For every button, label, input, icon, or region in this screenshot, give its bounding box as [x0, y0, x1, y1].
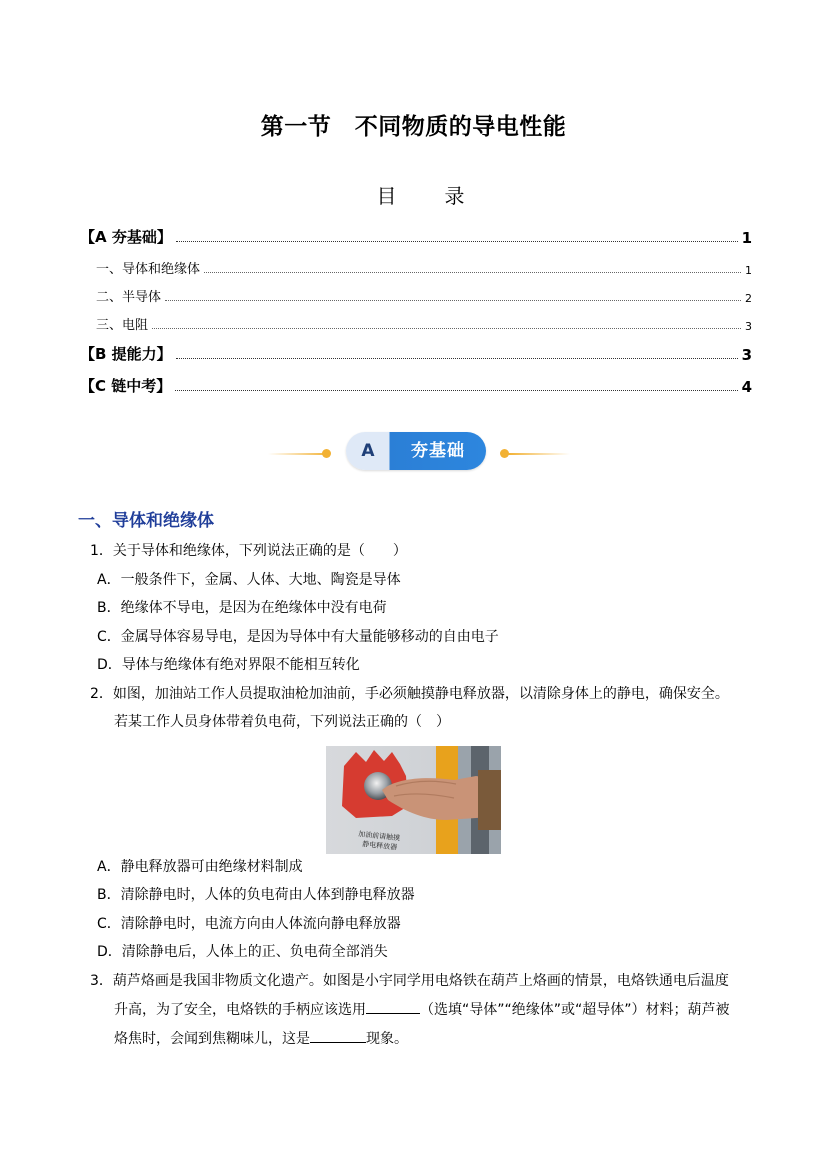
answer-blank-1[interactable]	[366, 999, 420, 1014]
toc-leader	[204, 271, 741, 273]
toc-page: 3	[741, 346, 752, 364]
static-discharger-photo	[326, 746, 501, 854]
banner-line-right	[508, 453, 570, 455]
question-3-line2-part1: 升高，为了安全，电烙铁的手柄应该选用	[114, 1002, 366, 1018]
toc-leader	[176, 357, 738, 359]
toc-label: 【A 夯基础】	[80, 228, 172, 246]
toc-leader	[152, 327, 741, 329]
toc-label: 三、电阻	[96, 318, 149, 333]
question-1-option-c: C．金属导体容易导电，是因为导体中有大量能够移动的自由电子	[97, 629, 499, 645]
question-3-line3	[114, 1028, 408, 1049]
banner-line-left	[268, 453, 330, 455]
toc-label: 二、半导体	[96, 290, 162, 305]
photo-sign-line1: 加油前请触摸	[357, 830, 401, 843]
answer-blank-2[interactable]	[310, 1028, 366, 1043]
toc-page: 2	[745, 292, 752, 305]
question-1-option-d: D．导体与绝缘体有绝对界限不能相互转化	[97, 657, 360, 673]
toc-label: 【B 提能力】	[80, 345, 172, 363]
photo-illustration	[326, 746, 501, 854]
question-2-option-a: A．静电释放器可由绝缘材料制成	[97, 859, 303, 875]
toc-page: 1	[745, 264, 752, 277]
photo-sign-line2: 静电释放器	[361, 840, 398, 852]
question-2-stem-line1: 2．如图，加油站工作人员提取油枪加油前，手必须触摸静电释放器，以清除身体上的静电，确保安全。	[90, 686, 729, 702]
toc-title: 目 录	[376, 184, 479, 208]
toc-entry-resistance[interactable]	[96, 314, 752, 333]
toc-page: 4	[741, 378, 752, 396]
toc-entry-conductors[interactable]	[96, 258, 752, 277]
toc-page: 3	[745, 320, 752, 333]
question-3-line3-part2: 现象。	[366, 1031, 408, 1047]
toc-page: 1	[741, 229, 752, 247]
question-3-line2	[114, 999, 730, 1020]
banner-dot-left	[322, 449, 331, 458]
toc-leader	[176, 240, 738, 242]
toc-leader	[175, 389, 737, 391]
toc-entry-a[interactable]	[80, 226, 752, 247]
section-heading: 一、导体和绝缘体	[78, 511, 214, 531]
question-3-line3-part1: 烙焦时，会闻到焦糊味儿，这是	[114, 1031, 310, 1047]
toc-leader	[165, 299, 741, 301]
question-1-option-b: B．绝缘体不导电，是因为在绝缘体中没有电荷	[97, 600, 387, 616]
banner-label: 夯基础	[411, 441, 465, 461]
toc-label: 【C 链中考】	[80, 377, 172, 395]
question-2-stem-line2: 若某工作人员身体带着负电荷，下列说法正确的（ ）	[114, 714, 450, 730]
question-2-option-d: D．清除静电后，人体上的正、负电荷全部消失	[97, 944, 388, 960]
page-title: 第一节 不同物质的导电性能	[260, 114, 567, 140]
question-3-line2-part2: （选填“导体”“绝缘体”或“超导体”）材料；葫芦被	[420, 1002, 730, 1018]
question-3-line1: 3．葫芦烙画是我国非物质文化遗产。如图是小宇同学用电烙铁在葫芦上烙画的情景，电烙铁通电后温度	[90, 973, 729, 989]
toc-entry-b[interactable]	[80, 343, 752, 364]
banner-letter: A	[361, 441, 375, 461]
question-1-stem: 1．关于导体和绝缘体，下列说法正确的是（ ）	[90, 543, 407, 559]
toc-entry-semiconductors[interactable]	[96, 286, 752, 305]
toc-label: 一、导体和绝缘体	[96, 262, 201, 277]
question-2-option-b: B．清除静电时，人体的负电荷由人体到静电释放器	[97, 887, 415, 903]
toc-entry-c[interactable]	[80, 375, 752, 396]
question-1-option-a: A．一般条件下，金属、人体、大地、陶瓷是导体	[97, 572, 401, 588]
question-2-option-c: C．清除静电时，电流方向由人体流向静电释放器	[97, 916, 401, 932]
banner-dot-right	[500, 449, 509, 458]
